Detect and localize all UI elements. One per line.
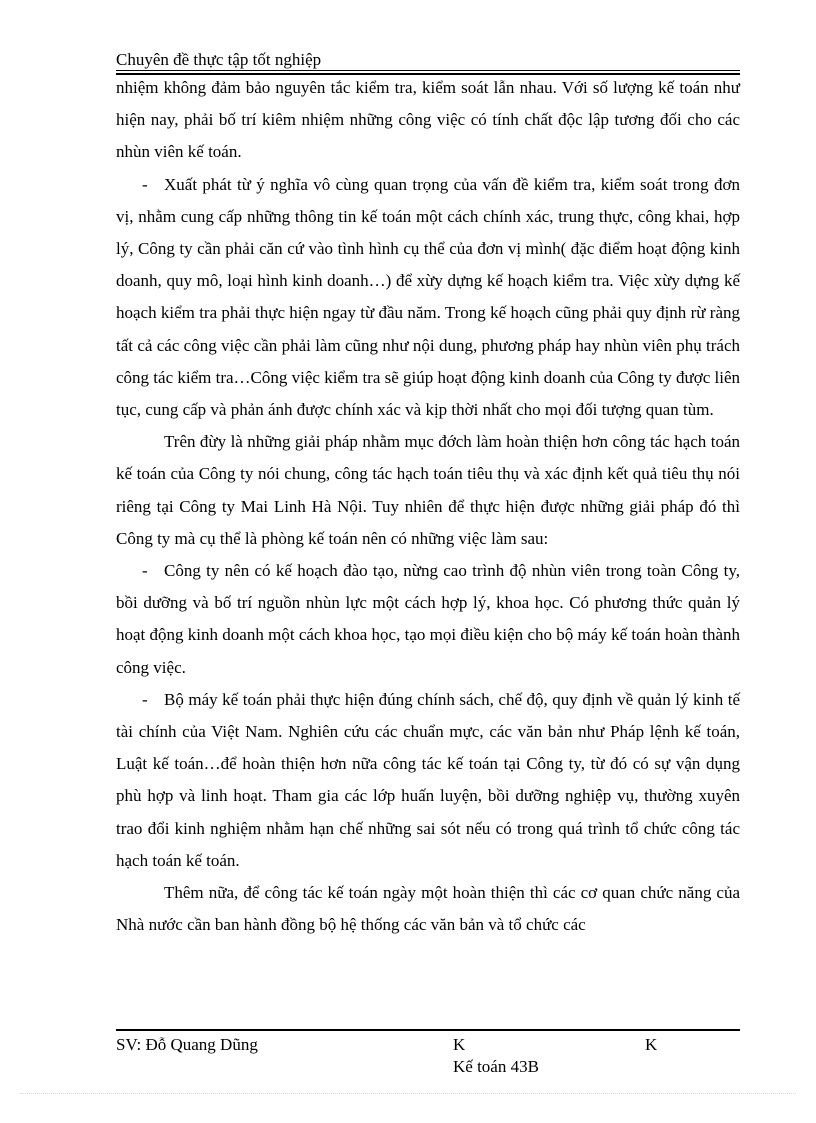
footer-rule — [116, 1029, 740, 1031]
paragraph-solutions: Trên đừy là những giải pháp nhằm mục đớch làm hoàn thiện hơn công tác hạch toán kế toán của Công ty nói chung, công tác hạch toán tiêu thụ và xác định kết quả tiêu thụ nói riêng tại Công ty Mai Linh Hà Nội. Tuy nhiên để thực hiện được những giải pháp đó thì Công ty mà cụ thể là phòng kế toán nên có những việc làm sau: — [116, 432, 740, 548]
footer-right-code: K — [645, 1035, 658, 1054]
page-header-title: Chuyên đề thực tập tốt nghiệp — [116, 50, 322, 69]
bullet-dash: - — [142, 689, 148, 709]
bullet-item-control — [116, 169, 740, 427]
bullet-text-training: Công ty nên có kế hoạch đào tạo, nừng cao trình độ nhùn viên trong toàn Công ty, bồi dưỡng và bố trí nguồn nhùn lực một cách hợp lý, khoa học. Có phương thức quản lý hoạt động kinh doanh một cách khoa học, tạo mọi điều kiện cho bộ máy kế toán hoàn thành công việc. — [116, 561, 740, 677]
paragraph-state-agencies: Thêm nữa, để công tác kế toán ngày một hoàn thiện thì các cơ quan chức năng của Nhà nước cần ban hành đồng bộ hệ thống các văn bản và tổ chức các — [116, 883, 740, 935]
bullet-dash: - — [142, 561, 148, 581]
page-bottom-dotted-edge — [20, 1093, 796, 1094]
bullet-item-policy — [116, 684, 740, 877]
document-body — [116, 72, 740, 941]
footer-student-name: SV: Đỗ Quang Dũng — [116, 1035, 258, 1054]
footer-class-code: K — [453, 1035, 466, 1054]
bullet-item-training — [116, 555, 740, 684]
header-rule-thin — [116, 70, 740, 71]
footer-class-name: Kế toán 43B — [453, 1057, 539, 1076]
bullet-text-policy: Bộ máy kế toán phải thực hiện đúng chính sách, chế độ, quy định về quản lý kinh tế tài chính của Việt Nam. Nghiên cứu các chuẩn mực, các văn bản như Pháp lệnh kế toán, Luật kế toán…để hoàn thiện hơn nữa công tác kế toán tại Công ty, từ đó có sự vận dụng phù hợp và linh hoạt. Tham gia các lớp huấn luyện, bồi dưỡng nghiệp vụ, thường xuyên trao đổi kinh nghiệm nhằm hạn chế những sai sót nếu có trong quá trình tổ chức công tác hạch toán kế toán. — [116, 689, 740, 870]
bullet-dash: - — [142, 174, 148, 194]
bullet-text-control: Xuất phát từ ý nghĩa vô cùng quan trọng của vấn đề kiểm tra, kiểm soát trong đơn vị, nhằm cung cấp những thông tin kế toán một cách chính xác, trung thực, công khai, hợp lý, Công ty cần phải căn cứ vào tình hình cụ thể của đơn vị mình( đặc điểm hoạt động kinh doanh, quy mô, loại hình kinh doanh…) để xừy dựng kế hoạch kiểm tra. Việc xừy dựng kế hoạch kiểm tra phải thực hiện ngay từ đầu năm. Trong kế hoạch cũng phải quy định rừ ràng tất cả các công việc cần phải làm cũng như nội dung, phương pháp hay nhùn viên phụ trách công tác kiểm tra…Công việc kiểm tra sẽ giúp hoạt động kinh doanh của Công ty được liên tục, cung cấp và phản ánh được chính xác và kịp thời nhất cho mọi đối tượng quan tùm. — [116, 174, 740, 420]
paragraph-continuation: nhiệm không đảm bảo nguyên tắc kiểm tra, kiểm soát lẫn nhau. Với số lượng kế toán như hiện nay, phải bố trí kiêm nhiệm những công việc có tính chất độc lập tương đối cho các nhùn viên kế toán. — [116, 78, 740, 162]
